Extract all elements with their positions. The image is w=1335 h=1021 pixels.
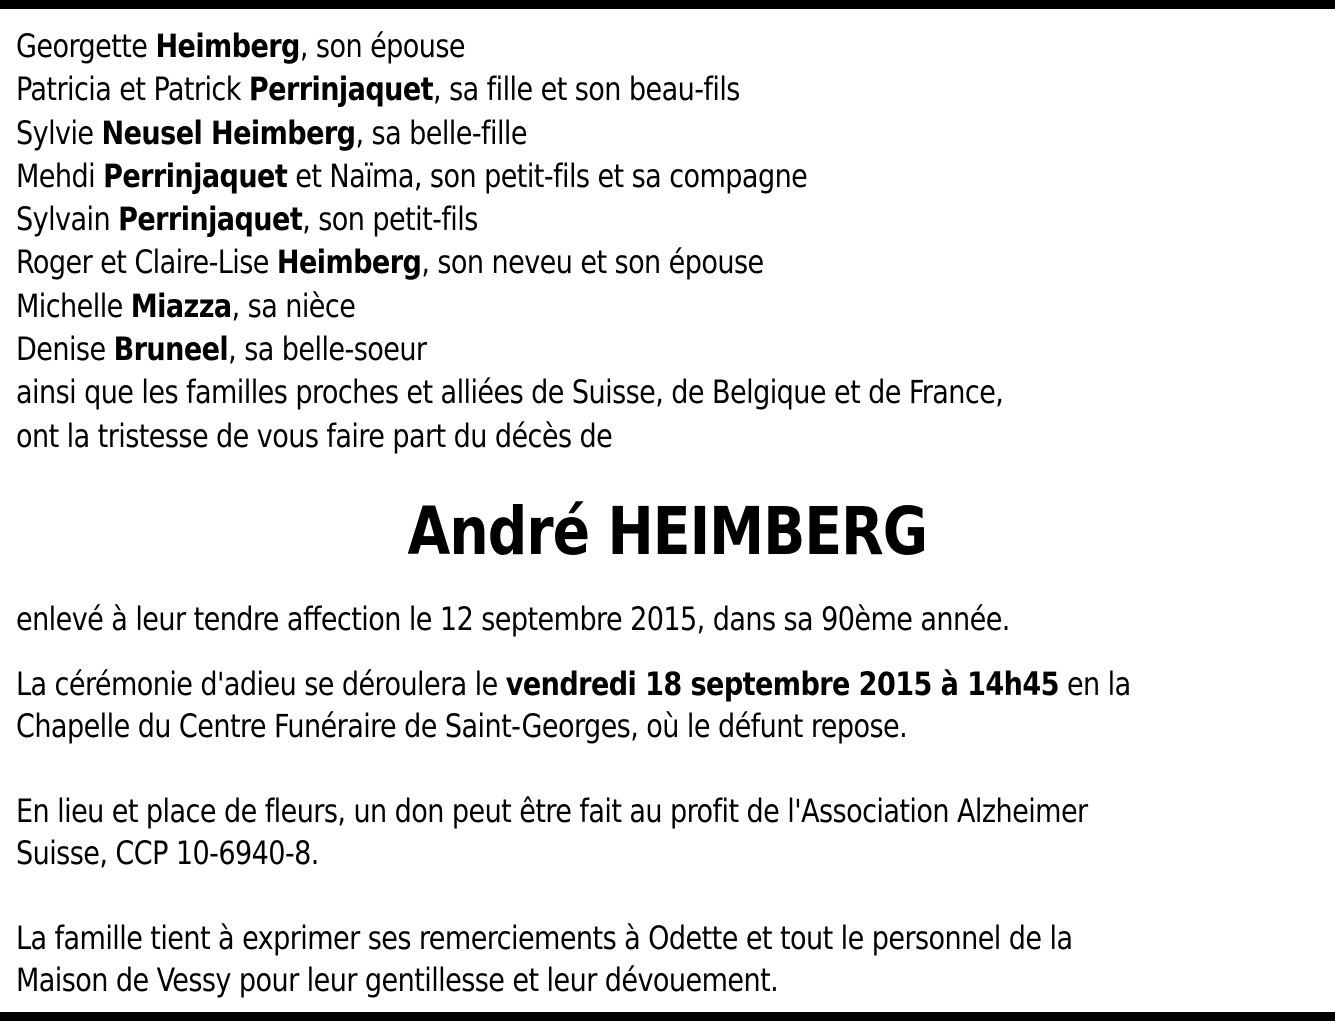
deceased-name: André HEIMBERG (407, 493, 928, 570)
family-surname: Neusel Heimberg (101, 113, 356, 152)
passing-line: enlevé à leur tendre affection le 12 septembre 2015, dans sa 90ème année. (16, 600, 1010, 638)
family-line: Patricia et Patrick Perrinjaquet, sa fille et son beau-fils (16, 70, 740, 109)
deceased-name-block (0, 492, 1335, 572)
ceremony-line-2: Chapelle du Centre Funéraire de Saint-Georges, où le défunt repose. (16, 707, 908, 745)
bottom-border-rule (0, 1012, 1335, 1021)
family-line: Michelle Miazza, sa nièce (16, 286, 356, 325)
donation-line-1: En lieu et place de fleurs, un don peut être fait au profit de l'Association Alzheimer (16, 792, 1088, 830)
passing-paragraph (16, 598, 1257, 640)
family-surname: Heimberg (276, 243, 422, 282)
donation-paragraph (16, 790, 1257, 874)
family-list (16, 25, 1238, 458)
thanks-paragraph (16, 917, 1257, 1001)
donation-line-2: Suisse, CCP 10-6940-8. (16, 834, 319, 872)
top-border-rule (0, 0, 1335, 9)
ceremony-date: vendredi 18 septembre 2015 à 14h45 (505, 665, 1059, 703)
family-line: Denise Bruneel, sa belle-soeur (16, 330, 427, 369)
ceremony-line-1: La cérémonie d'adieu se déroulera le vendredi 18 septembre 2015 à 14h45 en la (16, 665, 1131, 703)
family-line: Mehdi Perrinjaquet et Naïma, son petit-fils et sa compagne (16, 156, 808, 195)
family-line: Sylvain Perrinjaquet, son petit-fils (16, 200, 478, 239)
family-surname: Bruneel (113, 330, 229, 369)
family-line: Sylvie Neusel Heimberg, sa belle-fille (16, 113, 527, 152)
ceremony-paragraph (16, 663, 1257, 747)
family-surname: Perrinjaquet (118, 200, 303, 239)
family-surname: Perrinjaquet (103, 156, 288, 195)
family-surname: Perrinjaquet (248, 70, 434, 109)
thanks-line-2: Maison de Vessy pour leur gentillesse et leur dévouement. (16, 961, 779, 999)
family-surname: Heimberg (155, 27, 300, 65)
family-line: Roger et Claire-Lise Heimberg, son neveu et son épouse (16, 243, 764, 282)
announce-line: ont la tristesse de vous faire part du décès de (16, 416, 613, 455)
families-line: ainsi que les familles proches et alliées de Suisse, de Belgique et de France, (16, 373, 1004, 412)
thanks-line-1: La famille tient à exprimer ses remerciements à Odette et tout le personnel de la (16, 919, 1073, 957)
family-surname: Miazza (130, 286, 232, 325)
family-line: Georgette Heimberg, son épouse (16, 27, 465, 65)
